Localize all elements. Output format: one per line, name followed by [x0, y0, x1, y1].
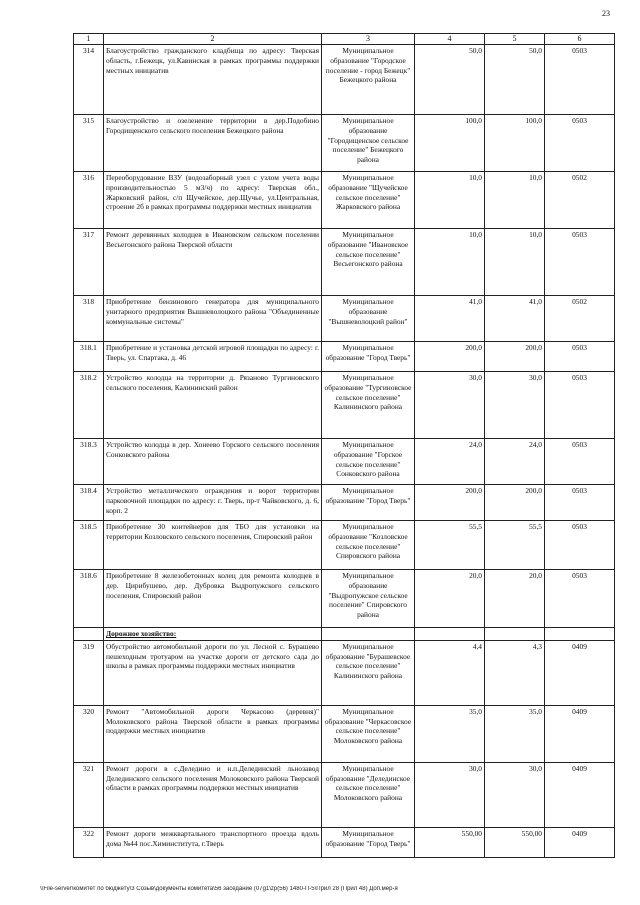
table-row: [74, 485, 615, 521]
row-budget-code: 0503: [545, 372, 615, 439]
row-number: 322: [74, 828, 104, 858]
row-number: 321: [74, 763, 104, 828]
row-description: Благоустройство гражданского кладбища по адресу: Тверская область, г.Бежецк, ул.Кавинская в рамках программы поддержки местных инициатив: [104, 45, 322, 115]
table-row: [74, 372, 615, 439]
row-budget-code: 0503: [545, 229, 615, 296]
table-row: [74, 570, 615, 628]
row-amount-1: 41,0: [415, 296, 485, 342]
row-description: Приобретение и установка детской игровой площадки по адресу: г. Тверь, ул. Спартака, д. 46: [104, 342, 322, 372]
amount-cell: [415, 628, 485, 641]
row-amount-2: 200,0: [485, 342, 545, 372]
row-number: 318.4: [74, 485, 104, 521]
row-number: 319: [74, 641, 104, 706]
row-amount-1: 200,0: [415, 342, 485, 372]
row-number: 320: [74, 706, 104, 763]
row-description: Устройство колодца в дер. Хонеево Горского сельского поселения Сонковского района: [104, 439, 322, 485]
row-number-cell: [74, 628, 104, 641]
table-row: [74, 45, 615, 115]
row-description: Обустройство автомобильной дороги по ул. Лесной с. Бурашево пешеходным тротуаром на участке дороги от детского сада до школы в рамках программы поддержки местных инициатив: [104, 641, 322, 706]
row-amount-1: 30,0: [415, 372, 485, 439]
row-organization: Муниципальное образование "Делединское сельское поселение" Молоковского района: [322, 763, 415, 828]
row-organization: Муниципальное образование "Город Тверь": [322, 828, 415, 858]
row-amount-2: 35,0: [485, 706, 545, 763]
row-number: 316: [74, 172, 104, 229]
row-amount-1: 55,5: [415, 521, 485, 570]
row-budget-code: 0409: [545, 828, 615, 858]
column-number: 1: [74, 34, 104, 45]
row-description: Приобретение 30 контейнеров для ТБО для установки на территории Козловского сельского поселения, Спировский район: [104, 521, 322, 570]
row-amount-1: 50,0: [415, 45, 485, 115]
row-number: 318.3: [74, 439, 104, 485]
row-amount-2: 30,0: [485, 763, 545, 828]
row-amount-1: 550,00: [415, 828, 485, 858]
amount-cell: [485, 628, 545, 641]
row-budget-code: 0409: [545, 763, 615, 828]
row-description: Устройство металлического ограждения и ворот территории парковочной площадки по адресу: г. Тверь, пр-т Чайковского, д. 6, корп. 2: [104, 485, 322, 521]
row-organization: Муниципальное образование "Козловское сельское поселение" Спировского района: [322, 521, 415, 570]
row-organization: Муниципальное образование "Черкасовское сельское поселение" Молоковского района: [322, 706, 415, 763]
row-amount-2: 4,3: [485, 641, 545, 706]
row-amount-2: 41,0: [485, 296, 545, 342]
file-path-footer: \\File-server\комитет по бюджету\3 Созыв\документы комитета\56 заседание (07g1\zp(56) 1480-П-5\Прил 28 (Прил 48) Доп.мер-я: [40, 886, 398, 892]
org-cell: [322, 628, 415, 641]
row-organization: Муниципальное образование "Город Тверь": [322, 485, 415, 521]
row-budget-code: 0503: [545, 485, 615, 521]
row-organization: Муниципальное образование "Городищенское сельское поселение" Бежецкого района: [322, 115, 415, 172]
row-organization: Муниципальное образование "Городское поселение - город Бежецк" Бежецкого района: [322, 45, 415, 115]
table-row: [74, 439, 615, 485]
table-row: [74, 641, 615, 706]
row-amount-1: 10,0: [415, 172, 485, 229]
row-budget-code: 0503: [545, 439, 615, 485]
row-amount-2: 55,5: [485, 521, 545, 570]
column-number: 5: [485, 34, 545, 45]
row-number: 314: [74, 45, 104, 115]
row-amount-1: 35,0: [415, 706, 485, 763]
row-description: Ремонт дороги межквартального транспортного проезда вдоль дома №44 пос.Химинститута, г.Тверь: [104, 828, 322, 858]
row-number: 318: [74, 296, 104, 342]
table-row: [74, 828, 615, 858]
row-description: Ремонт дороги в с.Деледино и н.п.Делединский льнозавод Делединского сельского поселения Молоковского района Тверской области в рамках программы поддержки местных инициатив: [104, 763, 322, 828]
row-amount-1: 10,0: [415, 229, 485, 296]
row-description: Переоборудование ВЗУ (водозаборный узел с узлом учета воды производительностью 5 м3/ч) по адресу: Тверская обл., Жарковский район, с/п Щучейское, дер.Щучье, ул.Центральная, строение 2б в рамках программы поддержки местных инициатив: [104, 172, 322, 229]
table-row: [74, 296, 615, 342]
row-amount-2: 10,0: [485, 229, 545, 296]
row-organization: Муниципальное образование "Выдропужское сельское поселение" Спировского района: [322, 570, 415, 628]
table-row: [74, 115, 615, 172]
row-amount-1: 24,0: [415, 439, 485, 485]
row-number: 318.1: [74, 342, 104, 372]
row-amount-2: 24,0: [485, 439, 545, 485]
row-organization: Муниципальное образование "Ивановское сельское поселение" Весьегонского района: [322, 229, 415, 296]
row-number: 318.2: [74, 372, 104, 439]
table-row: [74, 172, 615, 229]
row-organization: Муниципальное образование "Город Тверь": [322, 342, 415, 372]
row-description: Приобретение 8 железобетонных колец для ремонта колодцев в дер. Цирибушево, дер. Дубровка Выдропужского сельского поселения, Спировский район: [104, 570, 322, 628]
row-amount-2: 200,0: [485, 485, 545, 521]
row-budget-code: 0409: [545, 641, 615, 706]
table-row: [74, 342, 615, 372]
column-number: 2: [104, 34, 322, 45]
column-number: 4: [415, 34, 485, 45]
column-number-row: [74, 34, 615, 45]
row-amount-2: 10,0: [485, 172, 545, 229]
row-organization: Муниципальное образование "Вышневолоцкий район": [322, 296, 415, 342]
row-description: Приобретение бензинового генератора для муниципального унитарного предприятия Вышневолоцкого района "Объединенные коммунальные системы": [104, 296, 322, 342]
code-cell: [545, 628, 615, 641]
table-row: [74, 706, 615, 763]
row-budget-code: 0502: [545, 172, 615, 229]
row-amount-1: 4,4: [415, 641, 485, 706]
row-budget-code: 0503: [545, 570, 615, 628]
row-number: 318.6: [74, 570, 104, 628]
row-organization: Муниципальное образование "Горское сельское поселение" Сонковского района: [322, 439, 415, 485]
row-amount-1: 200,0: [415, 485, 485, 521]
budget-table: [73, 33, 615, 858]
row-amount-2: 20,0: [485, 570, 545, 628]
row-budget-code: 0503: [545, 342, 615, 372]
column-number: 6: [545, 34, 615, 45]
row-budget-code: 0503: [545, 115, 615, 172]
section-title: Дорожное хозяйство:: [104, 628, 322, 641]
row-number: 315: [74, 115, 104, 172]
row-description: Ремонт "Автомобильной дороги Черкасово (деревня)" Молоковского района Тверской области в рамках программы поддержки местных инициатив: [104, 706, 322, 763]
page-number: 23: [602, 9, 610, 18]
row-number: 317: [74, 229, 104, 296]
row-amount-2: 550,00: [485, 828, 545, 858]
row-amount-2: 30,0: [485, 372, 545, 439]
row-description: Благоустройство и озеленение территории в дер.Подобино Городищенского сельского поселения Бежецкого района: [104, 115, 322, 172]
table-row: [74, 521, 615, 570]
table-body: [74, 34, 615, 858]
table-row: [74, 229, 615, 296]
row-budget-code: 0409: [545, 706, 615, 763]
row-description: Ремонт деревянных колодцев в Ивановском сельском поселении Весьегонского района Тверской области: [104, 229, 322, 296]
table-row: [74, 763, 615, 828]
row-budget-code: 0503: [545, 45, 615, 115]
section-row: [74, 628, 615, 641]
row-amount-1: 30,0: [415, 763, 485, 828]
row-description: Устройство колодца на территории д. Рязаново Тургиновского сельского поселения, Калининский район: [104, 372, 322, 439]
row-organization: Муниципальное образование "Щучейское сельское поселение" Жарковского района: [322, 172, 415, 229]
column-number: 3: [322, 34, 415, 45]
row-organization: Муниципальное образование "Бурашевское сельское поселение" Калининского района: [322, 641, 415, 706]
row-amount-2: 50,0: [485, 45, 545, 115]
row-budget-code: 0502: [545, 296, 615, 342]
row-amount-2: 100,0: [485, 115, 545, 172]
row-amount-1: 100,0: [415, 115, 485, 172]
row-amount-1: 20,0: [415, 570, 485, 628]
row-number: 318.5: [74, 521, 104, 570]
row-organization: Муниципальное образование "Тургиновское сельское поселение" Калининского района: [322, 372, 415, 439]
row-budget-code: 0503: [545, 521, 615, 570]
